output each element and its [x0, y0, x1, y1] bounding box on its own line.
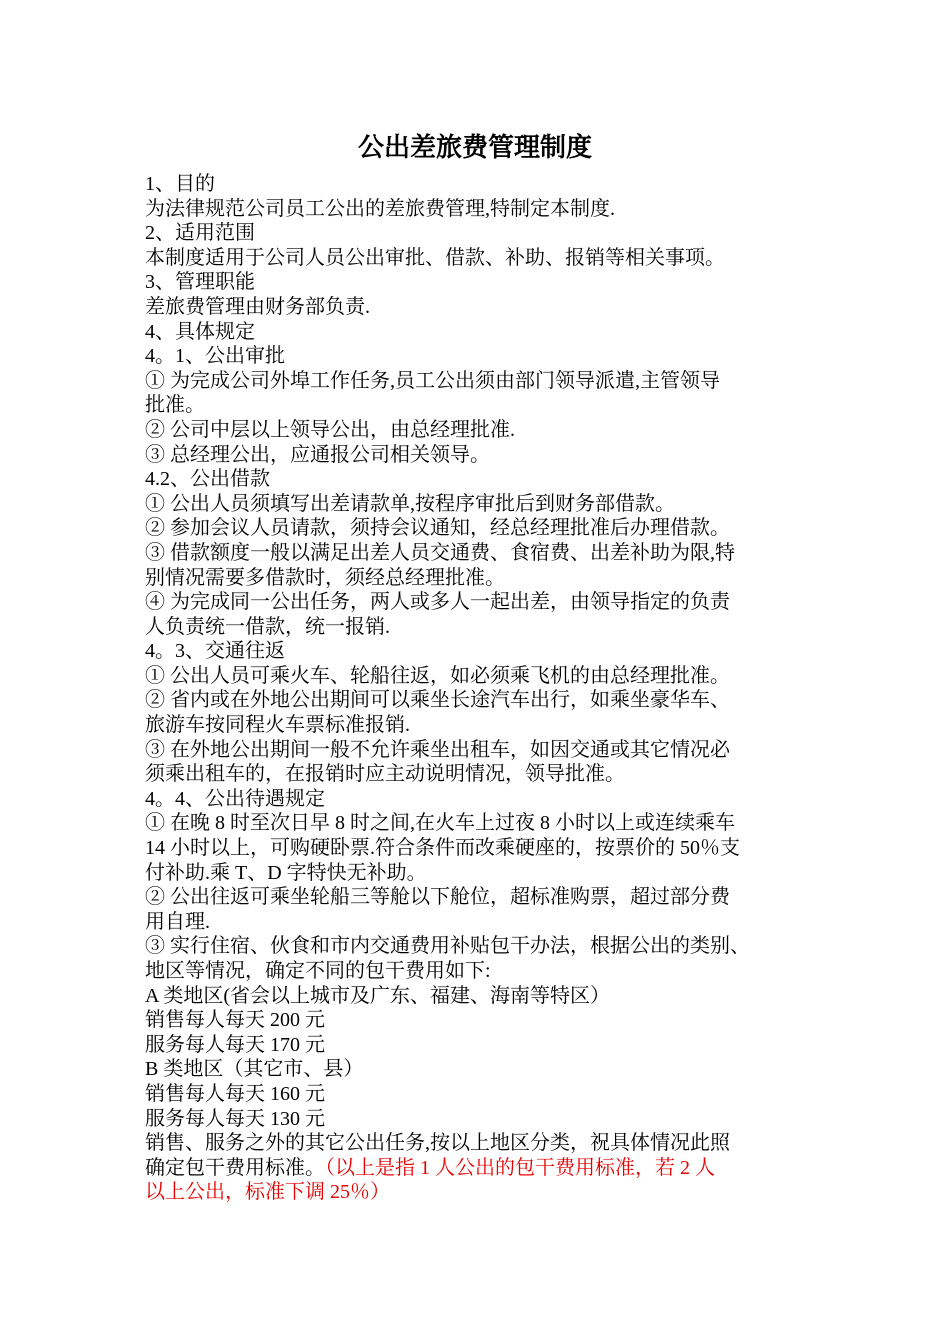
paragraph-line: 旅游车按同程火车票标准报销. [145, 714, 410, 737]
subsection-heading-transport: 4。3、交通往返 [145, 640, 285, 663]
paragraph-line: ③ 总经理公出，应通报公司相关领导。 [145, 443, 490, 466]
paragraph-line: ① 在晚 8 时至次日早 8 时之间,在火车上过夜 8 小时以上或连续乘车 [145, 812, 735, 835]
paragraph-line: ③ 借款额度一般以满足出差人员交通费、食宿费、出差补助为限,特 [145, 541, 735, 564]
paragraph-line: ② 公出往返可乘坐轮船三等舱以下舱位，超标准购票，超过部分费 [145, 886, 730, 909]
paragraph-line: 别情况需要多借款时，须经总经理批准。 [145, 566, 505, 589]
subsection-heading-loan: 4.2、公出借款 [145, 468, 270, 491]
paragraph-line: 差旅费管理由财务部负责. [145, 295, 370, 318]
region-a-sales-rate: 销售每人每天 200 元 [145, 1009, 325, 1032]
subsection-heading-approval: 4。1、公出审批 [145, 345, 285, 368]
paragraph-line: 地区等情况，确定不同的包干费用如下: [145, 960, 491, 982]
paragraph-line: ① 公出人员可乘火车、轮船往返，如必须乘飞机的由总经理批准。 [145, 664, 730, 687]
section-heading-scope: 2、适用范围 [145, 222, 255, 245]
document-title: 公出差旅费管理制度 [357, 133, 592, 163]
paragraph-line-mixed [145, 1156, 835, 1181]
paragraph-line: ④ 为完成同一公出任务，两人或多人一起出差，由领导指定的负责 [145, 591, 730, 614]
paragraph-line: 须乘出租车的，在报销时应主动说明情况，领导批准。 [145, 763, 625, 786]
section-heading-purpose: 1、目的 [145, 173, 215, 195]
paragraph-line: ① 公出人员须填写出差请款单,按程序审批后到财务部借款。 [145, 492, 675, 515]
region-b-heading: B 类地区（其它市、县） [145, 1058, 364, 1081]
paragraph-line: ① 为完成公司外埠工作任务,员工公出须由部门领导派遣,主管领导 [145, 369, 720, 392]
paragraph-line: ③ 实行住宿、伙食和市内交通费用补贴包干办法，根据公出的类别、 [145, 935, 750, 958]
highlight-note-end: 以上公出，标准下调 25％） [145, 1181, 390, 1204]
section-heading-rules: 4、具体规定 [145, 320, 255, 343]
region-b-sales-rate: 销售每人每天 160 元 [145, 1082, 325, 1105]
paragraph-line: ② 省内或在外地公出期间可以乘坐长途汽车出行，如乘坐豪华车、 [145, 689, 730, 712]
paragraph-line: 销售、服务之外的其它公出任务,按以上地区分类，祝具体情况此照 [145, 1132, 730, 1155]
paragraph-line: 用自理. [145, 910, 210, 933]
paragraph-line: ② 公司中层以上领导公出，由总经理批准. [145, 418, 515, 441]
paragraph-line: 付补助.乘 T、D 字特快无补助。 [145, 861, 427, 884]
paragraph-line: 批准。 [145, 394, 205, 417]
region-a-service-rate: 服务每人每天 170 元 [145, 1033, 325, 1056]
paragraph-line: 为法律规范公司员工公出的差旅费管理,特制定本制度. [145, 197, 615, 220]
document-body [145, 172, 835, 1205]
region-a-heading: A 类地区(省会以上城市及广东、福建、海南等特区） [145, 984, 610, 1007]
paragraph-line: 本制度适用于公司人员公出审批、借款、补助、报销等相关事项。 [145, 246, 725, 269]
highlight-note: （以上是指 1 人公出的包干费用标准，若 2 人 [325, 1156, 715, 1179]
section-heading-management: 3、管理职能 [145, 271, 255, 294]
subsection-heading-allowance: 4。4、公出待遇规定 [145, 787, 325, 810]
paragraph-line: 14 小时以上，可购硬卧票.符合条件而改乘硬座的，按票价的 50％支 [145, 837, 740, 860]
paragraph-text: 确定包干费用标准。 [145, 1156, 325, 1179]
region-b-service-rate: 服务每人每天 130 元 [145, 1107, 325, 1130]
paragraph-line: ② 参加会议人员请款，须持会议通知，经总经理批准后办理借款。 [145, 517, 730, 540]
paragraph-line: 人负责统一借款，统一报销. [145, 615, 390, 638]
paragraph-line: ③ 在外地公出期间一般不允许乘坐出租车，如因交通或其它情况必 [145, 738, 730, 761]
